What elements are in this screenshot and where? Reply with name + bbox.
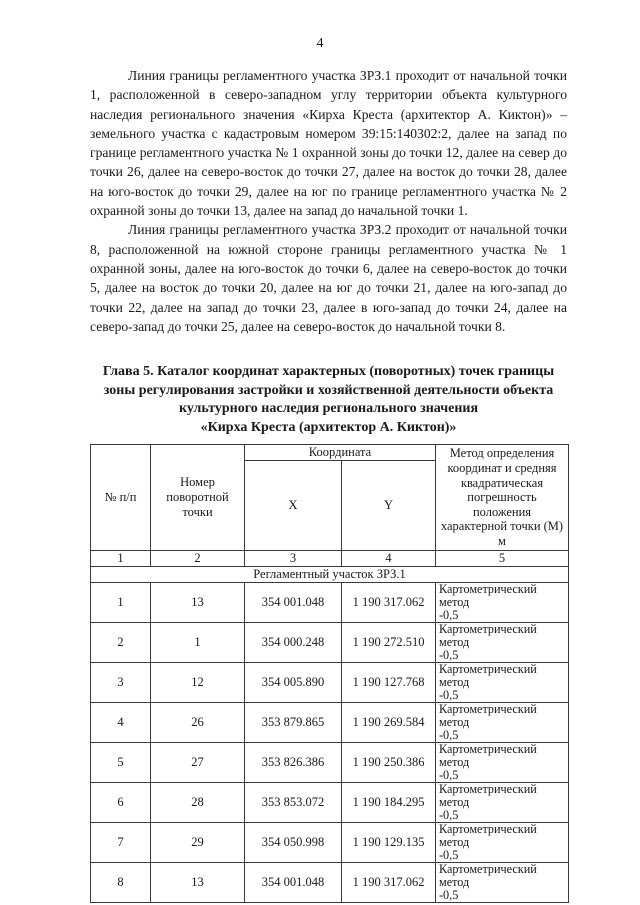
method-text: Картометрический метод xyxy=(439,742,537,769)
cell-method xyxy=(436,823,569,863)
cell-point: 26 xyxy=(151,703,245,743)
column-number: 3 xyxy=(245,551,342,567)
method-error: -0,5 xyxy=(439,728,459,742)
method-error: -0,5 xyxy=(439,888,459,902)
table-row xyxy=(91,663,569,703)
table-row xyxy=(91,863,569,903)
heading-line: зоны регулирования застройки и хозяйственной деятельности объекта xyxy=(103,382,554,398)
cell-point: 13 xyxy=(151,863,245,903)
cell-method xyxy=(436,623,569,663)
cell-x: 354 001.048 xyxy=(245,863,342,903)
cell-num: 1 xyxy=(91,583,151,623)
table-row xyxy=(91,783,569,823)
cell-x: 354 050.998 xyxy=(245,823,342,863)
cell-y: 1 190 272.510 xyxy=(342,623,436,663)
paragraph-zrz2: Линия границы регламентного участка ЗРЗ.2 проходит от начальной точки 8, расположенной на южной стороне границы регламентного участка № 1 охранной зоны, далее на юго-восток до точки 6, далее на северо-восток до точки 5, далее на восток до точки 20, далее на юг до точки 21, далее на юго-запад до точки 22, далее на запад до точки 23, далее в юго-запад до точки 24, далее на северо-запад до точки 25, далее на северо-восток до начальной точки 8. xyxy=(90,222,567,334)
method-text: Картометрический метод xyxy=(439,662,537,689)
cell-x: 354 001.048 xyxy=(245,583,342,623)
method-text: Картометрический метод xyxy=(439,702,537,729)
cell-method xyxy=(436,703,569,743)
cell-point: 12 xyxy=(151,663,245,703)
page-number: 4 xyxy=(316,36,324,51)
cell-method xyxy=(436,863,569,903)
cell-x: 354 000.248 xyxy=(245,623,342,663)
cell-y: 1 190 317.062 xyxy=(342,863,436,903)
method-error: -0,5 xyxy=(439,648,459,662)
table-row xyxy=(91,743,569,783)
cell-y: 1 190 129.135 xyxy=(342,823,436,863)
method-text: Картометрический метод xyxy=(439,582,537,609)
cell-y: 1 190 250.386 xyxy=(342,743,436,783)
cell-point: 29 xyxy=(151,823,245,863)
cell-num: 6 xyxy=(91,783,151,823)
cell-y: 1 190 317.062 xyxy=(342,583,436,623)
cell-num: 2 xyxy=(91,623,151,663)
cell-x: 353 826.386 xyxy=(245,743,342,783)
column-number: 1 xyxy=(91,551,151,567)
cell-num: 7 xyxy=(91,823,151,863)
cell-num: 8 xyxy=(91,863,151,903)
header-y: Y xyxy=(342,461,436,551)
method-error: -0,5 xyxy=(439,688,459,702)
cell-y: 1 190 127.768 xyxy=(342,663,436,703)
section-title: Регламентный участок ЗРЗ.1 xyxy=(91,567,569,583)
header-method: Метод определения координат и средняя квадратическая погрешность положения характерной точки (М) м xyxy=(436,445,569,551)
method-text: Картометрический метод xyxy=(439,862,537,889)
coordinates-table xyxy=(90,444,569,903)
cell-method xyxy=(436,783,569,823)
cell-x: 354 005.890 xyxy=(245,663,342,703)
cell-method xyxy=(436,583,569,623)
cell-num: 5 xyxy=(91,743,151,783)
column-number: 5 xyxy=(436,551,569,567)
cell-point: 1 xyxy=(151,623,245,663)
cell-num: 3 xyxy=(91,663,151,703)
header-point: Номер поворотной точки xyxy=(151,445,245,551)
chapter-heading xyxy=(90,363,567,437)
heading-line: «Кирха Креста (архитектор А. Киктон)» xyxy=(200,419,457,435)
method-error: -0,5 xyxy=(439,608,459,622)
header-x: X xyxy=(245,461,342,551)
body-text xyxy=(90,66,567,336)
table-row xyxy=(91,823,569,863)
table-row xyxy=(91,583,569,623)
method-text: Картометрический метод xyxy=(439,822,537,849)
table-row xyxy=(91,703,569,743)
cell-method xyxy=(436,743,569,783)
header-coordinate: Координата xyxy=(245,445,436,461)
cell-method xyxy=(436,663,569,703)
cell-x: 353 879.865 xyxy=(245,703,342,743)
method-text: Картометрический метод xyxy=(439,782,537,809)
heading-line: культурного наследия регионального значения xyxy=(178,401,479,417)
heading-line: Глава 5. Каталог координат характерных (поворотных) точек границы xyxy=(102,364,555,379)
paragraph-zrz1: Линия границы регламентного участка ЗРЗ.1 проходит от начальной точки 1, расположенной в северо-западном углу территории объекта культурного наследия регионального значения «Кирха Креста (архитектор А. Киктон)» – земельного участка с кадастровым номером 39:15:140302:2, далее на запад по границе регламентного участка № 1 охранной зоны до точки 12, далее на север до точки 26, далее на северо-восток до точки 27, далее на восток до точки 28, далее на юго-восток до точки 29, далее на юг по границе регламентного участка № 2 охранной зоны до точки 13, далее на запад до начальной точки 1. xyxy=(90,68,567,219)
method-error: -0,5 xyxy=(439,808,459,822)
cell-y: 1 190 184.295 xyxy=(342,783,436,823)
cell-x: 353 853.072 xyxy=(245,783,342,823)
cell-y: 1 190 269.584 xyxy=(342,703,436,743)
table-row xyxy=(91,623,569,663)
column-number: 2 xyxy=(151,551,245,567)
cell-point: 13 xyxy=(151,583,245,623)
method-text: Картометрический метод xyxy=(439,622,537,649)
column-numbers-row xyxy=(91,551,569,567)
method-error: -0,5 xyxy=(439,768,459,782)
header-num: № п/п xyxy=(91,445,151,551)
cell-num: 4 xyxy=(91,703,151,743)
column-number: 4 xyxy=(342,551,436,567)
cell-point: 28 xyxy=(151,783,245,823)
cell-point: 27 xyxy=(151,743,245,783)
method-error: -0,5 xyxy=(439,848,459,862)
